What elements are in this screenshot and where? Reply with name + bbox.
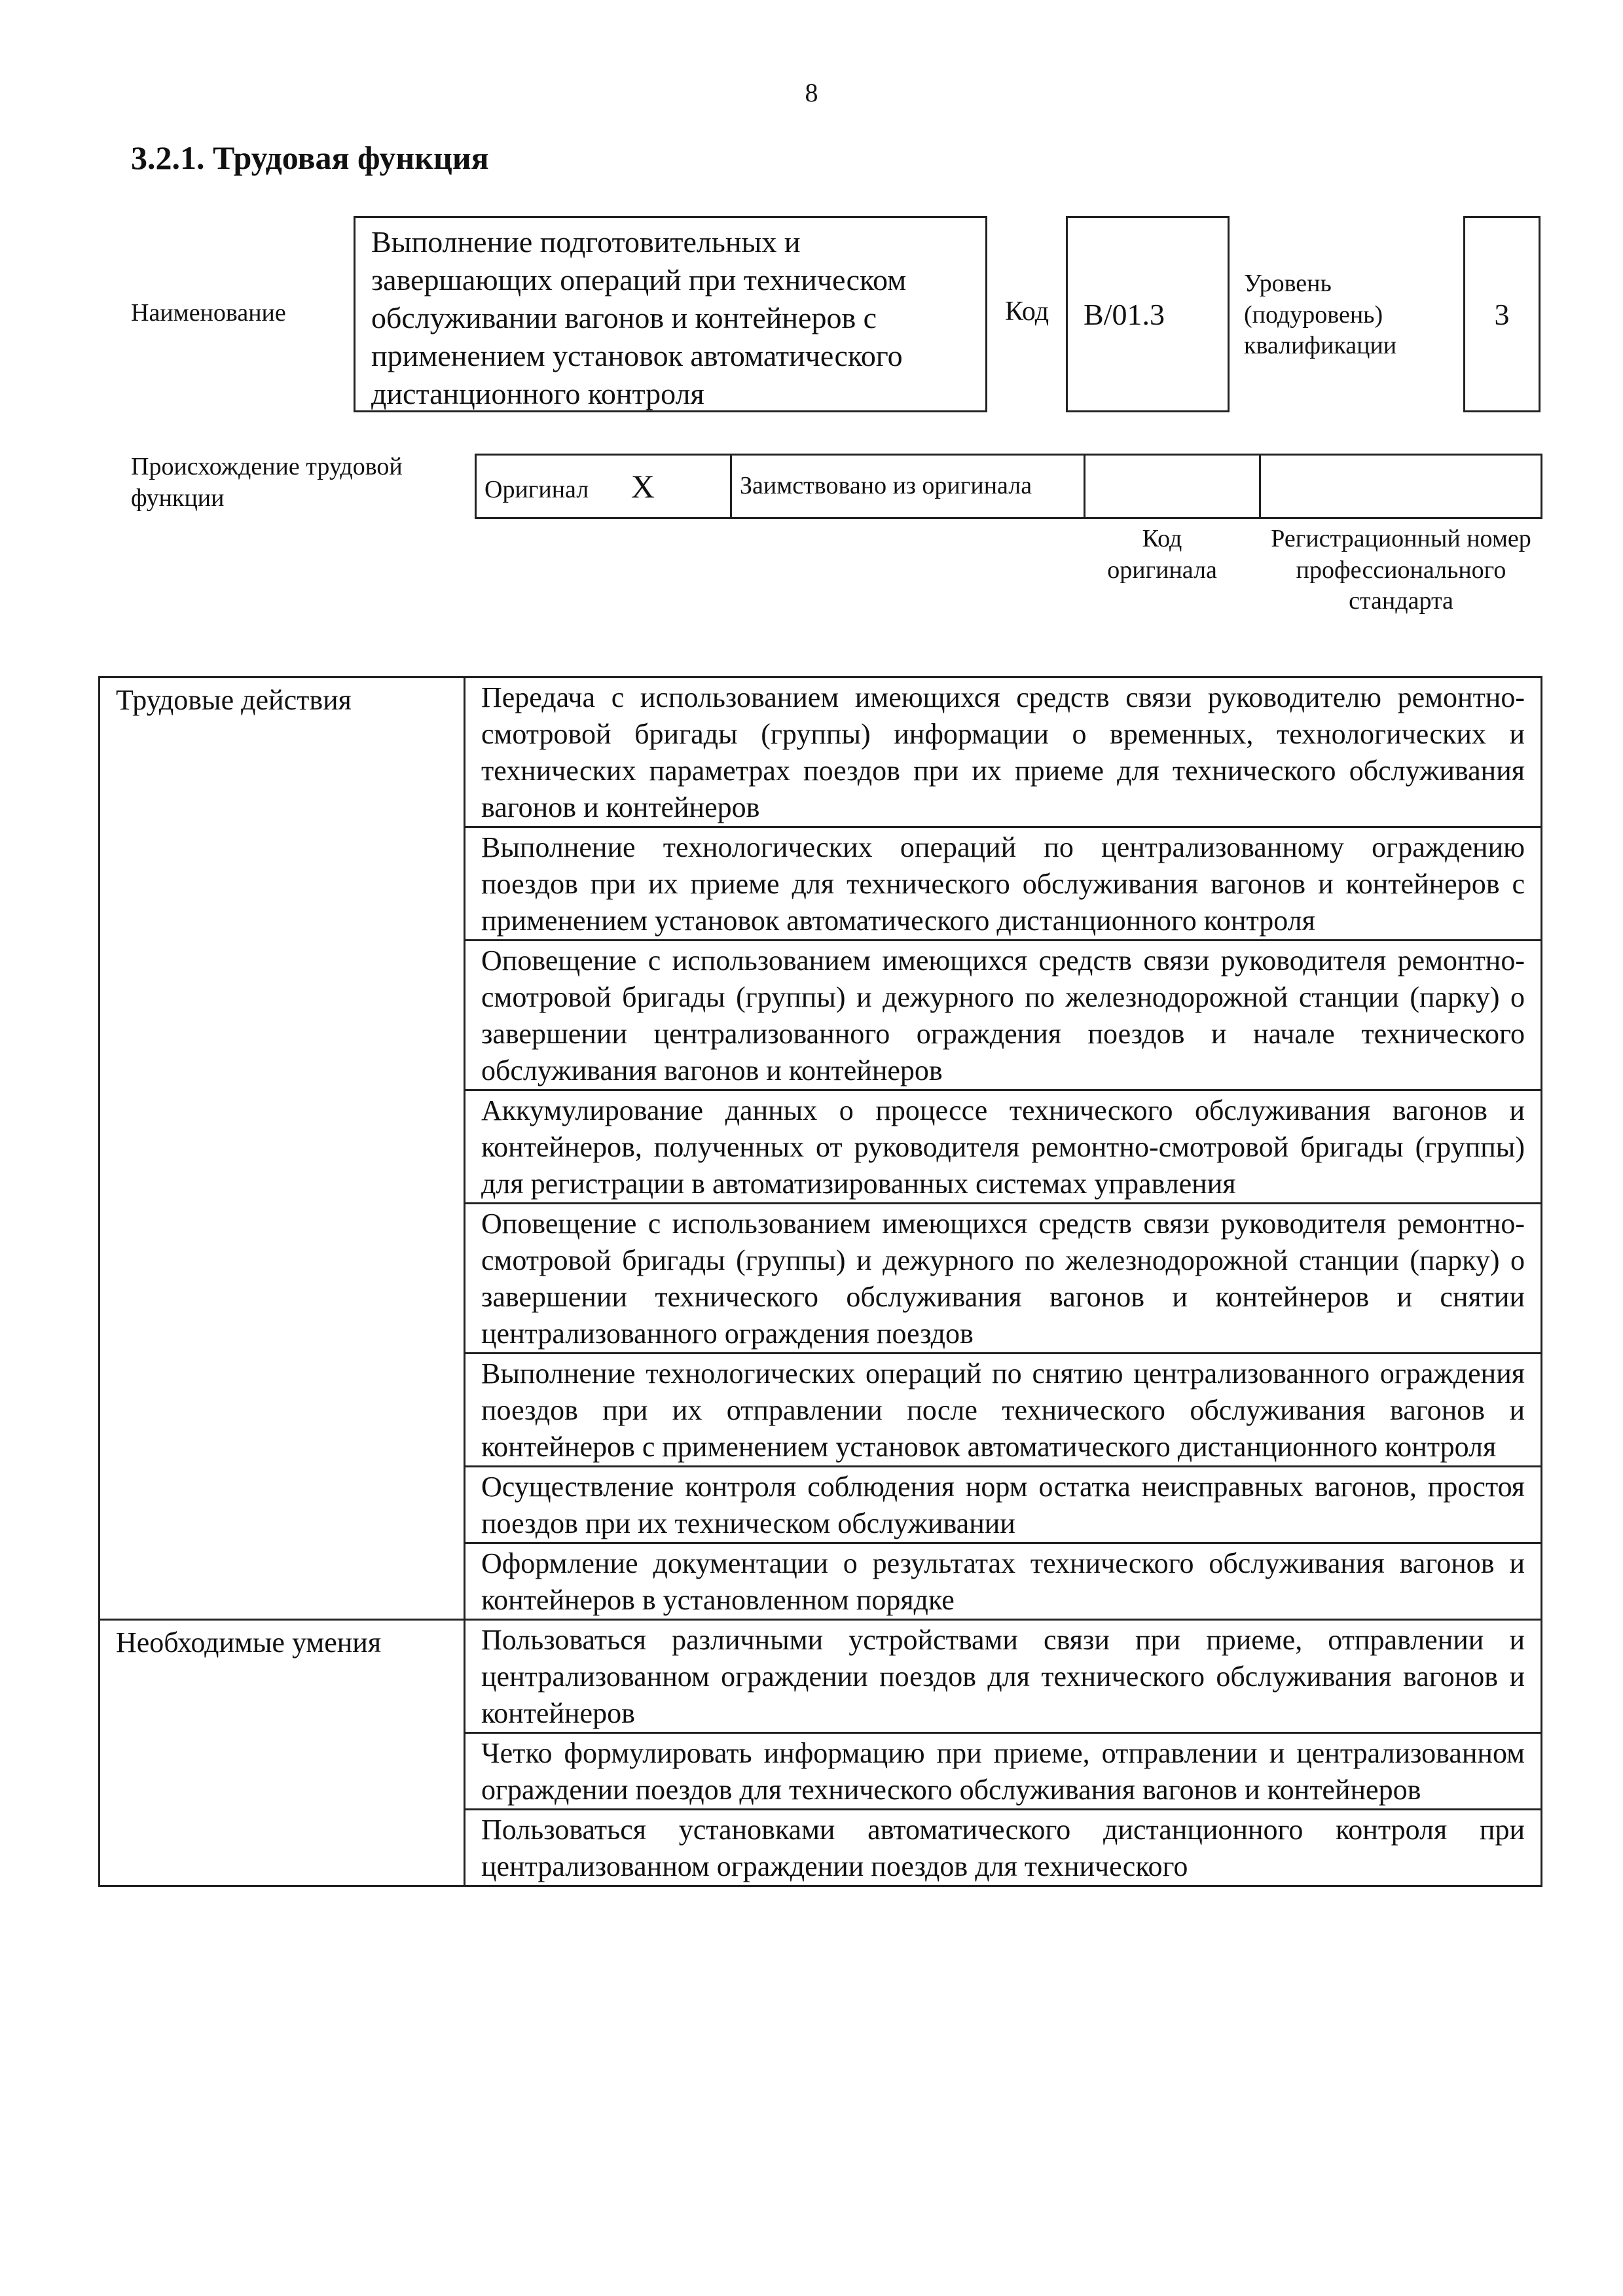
reg-caption: Регистрационный номер профессионального стандарта	[1271, 525, 1531, 615]
table-cell: Оповещение с использованием имеющихся средств связи руководителя ремонтно-смотровой бригады (группы) и дежурного по железнодорожной станции (парку) о завершении централизованного ограждения поездов и начале технического обслуживания вагонов и контейнеров	[465, 941, 1542, 1090]
function-name-text: Выполнение подготовительных и завершающих операций при техническом обслуживании вагонов и контейнеров с применением установок автоматического дистанционного контроля	[371, 225, 907, 410]
level-label: Уровень (подуровень) квалификации	[1244, 270, 1397, 359]
table-cell: Аккумулирование данных о процессе технического обслуживания вагонов и контейнеров, полученных от руководителя ремонтно-смотровой бригады (группы) для регистрации в автоматизированных системах управления	[465, 1090, 1542, 1204]
group-label: Трудовые действия	[100, 677, 465, 1620]
level-box	[1463, 216, 1541, 412]
table-cell: Четко формулировать информацию при приеме, отправлении и централизованном ограждении поездов для технического обслуживания вагонов и контейнеров	[465, 1733, 1542, 1810]
table-row	[100, 677, 1542, 827]
main-table	[98, 676, 1542, 1887]
code-caption: Код оригинала	[1107, 525, 1217, 584]
code-value: B/01.3	[1084, 297, 1165, 331]
code-label: Код	[1005, 296, 1049, 327]
table-cell: Передача с использованием имеющихся средств связи руководителю ремонтно-смотровой бригады (группы) информации о временных, технологических и технических параметрах поездов при их приеме для технического обслуживания вагонов и контейнеров	[465, 677, 1542, 827]
origin-reg-cell	[1260, 455, 1542, 518]
table-cell: Осуществление контроля соблюдения норм остатка неисправных вагонов, простоя поездов при их техническом обслуживании	[465, 1467, 1542, 1543]
origin-label: Происхождение трудовой функции	[131, 453, 403, 512]
borrowed-label: Заимствовано из оригинала	[740, 472, 1032, 500]
original-mark: X	[630, 468, 655, 505]
table-cell: Выполнение технологических операций по снятию централизованного ограждения поездов при их отправлении после технического обслуживания вагонов и контейнеров с применением установок автоматического дистанционного контроля	[465, 1354, 1542, 1467]
table-cell: Выполнение технологических операций по централизованному ограждению поездов при их приеме для технического обслуживания вагонов и контейнеров с применением установок автоматического дистанционного контроля	[465, 827, 1542, 941]
table-cell: Пользоваться установками автоматического дистанционного контроля при централизованном ограждении поездов для технического	[465, 1810, 1542, 1886]
function-name-box	[354, 216, 987, 412]
name-label: Наименование	[131, 299, 286, 327]
code-box	[1066, 216, 1230, 412]
table-cell: Оформление документации о результатах технического обслуживания вагонов и контейнеров в установленном порядке	[465, 1543, 1542, 1620]
original-label: Оригинал	[484, 476, 589, 503]
table-row	[100, 1620, 1542, 1733]
group-label: Необходимые умения	[100, 1620, 465, 1886]
section-title: 3.2.1. Трудовая функция	[131, 139, 489, 176]
origin-borrowed-cell	[731, 455, 1085, 518]
origin-original-cell	[476, 455, 731, 518]
origin-table	[475, 454, 1542, 519]
table-cell: Оповещение с использованием имеющихся средств связи руководителя ремонтно-смотровой бригады (группы) и дежурного по железнодорожной станции (парку) о завершении технического обслуживания вагонов и контейнеров и снятии централизованного ограждения поездов	[465, 1204, 1542, 1354]
page-number: 8	[805, 78, 818, 107]
level-value: 3	[1494, 297, 1510, 331]
origin-code-cell	[1085, 455, 1260, 518]
table-cell: Пользоваться различными устройствами связи при приеме, отправлении и централизованном ограждении поездов для технического обслуживания вагонов и контейнеров	[465, 1620, 1542, 1733]
